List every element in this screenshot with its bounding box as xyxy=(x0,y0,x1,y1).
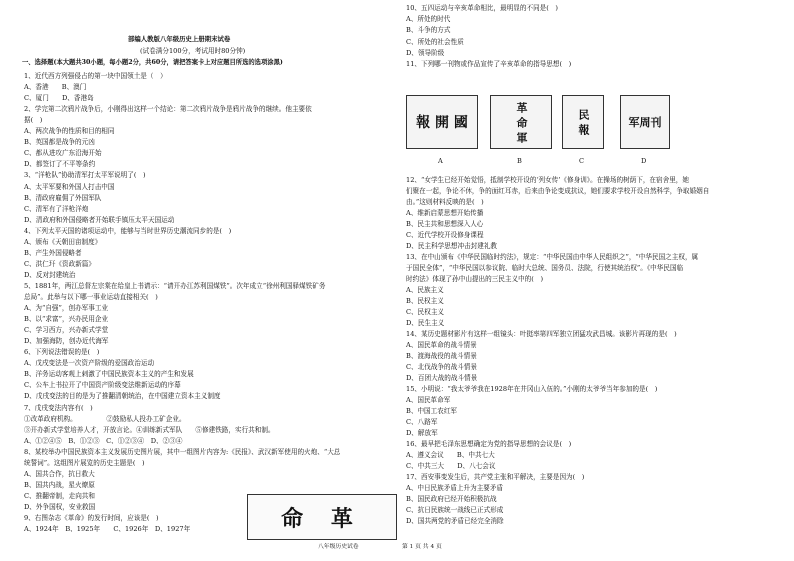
question-line: 15、小明说：“我太爷爷我在1928年在井冈山入伍的。”小刚的太爷爷当年参加的是( ) xyxy=(406,385,658,393)
question-line: A、中日民族矛盾上升为主要矛盾 xyxy=(406,484,504,492)
question-line: A、遵义会议 B、中共七大 xyxy=(406,451,495,459)
q11-option-image xyxy=(562,95,604,149)
q11-option-image xyxy=(490,95,552,149)
question-line: C、近代学校开设修身课程 xyxy=(406,231,484,239)
question-line: 时约法》体现了孙中山提出的三民主义中的( ) xyxy=(406,275,544,283)
question-line: B、产生外国侵略者 xyxy=(24,248,82,257)
question-line: A、戊戌变法是一次资产阶级的爱国政治运动 xyxy=(24,359,155,368)
left-footer: 八年级历史试卷 xyxy=(318,544,359,550)
question-line: D、戊戌变法的目的是为了推翻清朝统治，在中国建立资本主义制度 xyxy=(24,392,221,401)
question-line: D、民主科学思想冲击封建礼教 xyxy=(406,242,498,250)
question-line: 10、五四运动与辛亥革命相比，最明显的不同是( ) xyxy=(406,4,559,12)
question-line: C、北伐战争的战斗情景 xyxy=(406,363,477,371)
question-line: C、所处的社会性质 xyxy=(406,37,464,46)
question-line: C、清军有了洋枪洋炮 xyxy=(24,204,89,213)
q11-image-text: 報 開 國 xyxy=(416,115,468,131)
q11-option-label: A xyxy=(438,157,443,165)
question-line: 13、在中山颁布《中华民国临时约法》，规定：“中华民国由中华人民组织之”，“中华民国之主权，属 xyxy=(406,253,699,261)
question-line: A、为“自强”，创办军事工业 xyxy=(24,304,109,313)
question-line: B、斗争的方式 xyxy=(406,26,451,35)
section-heading: 一、选择题(本大题共30小题，每小题2分，共60分，请把答案卡上对应题目所选的选项涂黑) xyxy=(22,59,283,66)
question-line: D、百团大战的战斗情景 xyxy=(406,374,478,382)
question-line: B、民权主义 xyxy=(406,297,444,305)
question-line: D、都签订了不平等条约 xyxy=(24,160,96,169)
question-line: C、洪仁玕《资政新篇》 xyxy=(24,259,95,268)
question-line: ①改革政府机构。 ②鼓励私人投办工矿企业。 xyxy=(24,414,186,423)
magazine-title-text: 命 革 xyxy=(281,505,363,532)
question-line: 7、戊戌变法内容有( ) xyxy=(24,403,93,412)
question-line: A、所处的时代 xyxy=(406,15,451,24)
question-line: D、解放军 xyxy=(406,429,438,437)
question-line: 14、某历史题材影片有这样一组镜头：叶挺率第四军独立团猛攻武昌城。该影片再现的是( ) xyxy=(406,330,677,338)
question-line: C、学习西方，兴办新式学堂 xyxy=(24,326,109,335)
question-line: C、八路军 xyxy=(406,418,438,426)
question-line: 们聚在一起，争论不休，争的面红耳赤，后来由争论变成抗议，她们要求学校开设自然科学，争取婚姻自 xyxy=(406,187,710,195)
question-line: A、1924年 B、1925年 C、1926年 D、1927年 xyxy=(24,525,191,534)
question-line: B、渡海战役的战斗情景 xyxy=(406,352,477,360)
question-line: 4、下列太平天国的诸项运动中，能够与当时世界历史潮流同步的是( ) xyxy=(24,226,232,235)
q11-image-text: 革 命 軍 xyxy=(515,101,528,143)
question-line: A、两次战争的性质和目的相同 xyxy=(24,127,115,136)
question-line: 16、最早把毛泽东思想确定为党的指导思想的会议是( ) xyxy=(406,440,572,448)
question-line: D、民生主义 xyxy=(406,319,445,327)
question-line: A、国民革命军 xyxy=(406,396,451,404)
question-line: A、国共合作，抗日救大 xyxy=(24,469,95,478)
exam-title: 部编人教版八年级历史上册期末试卷 xyxy=(128,35,231,43)
question-line: 11、下列哪一刊物或作品宣传了辛亥革命的指导思想( ) xyxy=(406,60,572,68)
question-line: 17、西安事变发生后，共产党主张和平解决，主要是因为( ) xyxy=(406,473,585,481)
q11-image-text: 民 報 xyxy=(577,109,590,135)
question-line: A、颁布《天朝田亩制度》 xyxy=(24,237,102,246)
question-line: 12、“女学生已经开始觉悟，抵制学校开设的‘列女传’《修身训》。在操场的树荫下，在宿舍里，她 xyxy=(406,176,689,184)
question-line: B、清政府雇佣了外国军队 xyxy=(24,193,102,202)
question-line: D、国共两党的矛盾已经完全消除 xyxy=(406,517,504,525)
question-line: ③开办新式学堂培养人才，开放言论。④训练新式军队 ⑤修建铁路，实行共和制。 xyxy=(24,425,275,434)
right-footer: 第 1 页 共 4 页 xyxy=(402,544,442,550)
question-line: A、①②④⑤ B、①②③ C、①②③④ D、②③④ xyxy=(24,436,183,445)
question-line: C、都从进攻广东沿海开始 xyxy=(24,149,102,158)
question-line: B、英国都是战争的元凶 xyxy=(24,138,95,147)
question-line: 8、某校举办中国民族资本主义发展历史图片展，其中一组图片内容为:《民报》、武汉新军使用的火炮、“大总 xyxy=(24,447,341,456)
question-line: D、领导阶级 xyxy=(406,48,445,57)
question-line: B、中国工农红军 xyxy=(406,407,458,415)
question-line: A、香港 B、澳门 xyxy=(24,83,87,92)
question-line: B、国共内战，星火燎原 xyxy=(24,480,95,489)
question-line: A、民族主义 xyxy=(406,286,444,294)
question-line: 总局”。此举与以下哪一事业运动直接相关( ) xyxy=(24,293,158,301)
question-line: 于国民全体”，“中华民国以参议院、临时大总统、国务员、法院，行使其统治权”。《中华民国临 xyxy=(406,264,684,272)
question-line: A、国民革命的战斗情景 xyxy=(406,341,477,349)
question-line: D、外争国权，安业救国 xyxy=(24,502,96,511)
question-line: C、抗日民族统一战线已正式形成 xyxy=(406,506,504,514)
question-line: 统誓词”。这组图片展览的历史主题是( ) xyxy=(24,458,145,467)
question-line: C、厦门 D、香港岛 xyxy=(24,94,94,103)
question-line: B、国民政府已经开始积极抗战 xyxy=(406,495,497,503)
question-line: A、维新启蒙思想开始传播 xyxy=(406,209,484,217)
question-line: B、以“求富”，兴办民用企业 xyxy=(24,315,109,324)
question-line: 9、右图杂志《革命》的发行时间，应该是( ) xyxy=(24,514,159,522)
question-line: D、清政府和外国侵略者开始联手镇压太平天国运动 xyxy=(24,215,175,224)
q11-image-text: 军周刊 xyxy=(628,116,662,129)
question-line: 2、学完第二次鸦片战争后，小刚得出这样一个结论：第二次鸦片战争是鸦片战争的继续。他主要依 xyxy=(24,105,312,114)
revolution-magazine-image xyxy=(247,494,397,540)
question-line: C、民权主义 xyxy=(406,308,445,316)
exam-subtitle: (试卷满分100分，考试用时80分钟) xyxy=(140,47,246,55)
question-line: D、加强海防，创办近代海军 xyxy=(24,337,109,346)
question-line: 1、近代西方列强侵占的第一块中国领土是（ ） xyxy=(24,72,167,80)
question-line: C、中共三大 D、八七会议 xyxy=(406,462,496,470)
question-line: 3、“洋枪队”协助清军打太平军说明了( ) xyxy=(24,171,146,180)
question-line: B、洋务运动客观上刺激了中国民族资本主义的产生和发展 xyxy=(24,370,194,379)
question-line: 6、下列说法错误的是( ) xyxy=(24,348,100,357)
q11-option-label: C xyxy=(579,157,585,165)
question-line: 据( ) xyxy=(24,116,43,125)
question-line: D、反对封建统治 xyxy=(24,270,76,279)
q11-option-label: D xyxy=(641,157,647,165)
question-line: 由。”这则材料反映的是( ) xyxy=(406,198,484,206)
question-line: C、公车上书拉开了中国资产阶级变法维新运动的序幕 xyxy=(24,381,181,390)
question-line: C、推翻帝制，走向共和 xyxy=(24,491,95,500)
question-line: B、民主共和思想深入人心 xyxy=(406,220,484,228)
question-line: A、太平军要和外国人打击中国 xyxy=(24,182,115,191)
q11-option-label: B xyxy=(517,157,522,165)
question-line: 5、1881年，两江总督左宗棠在给皇上书请示：“请开办江苏利国煤铁”。次年成立“徐州利国驿煤铁矿务 xyxy=(24,281,326,290)
q11-option-image xyxy=(406,95,478,149)
q11-option-image xyxy=(620,95,670,149)
